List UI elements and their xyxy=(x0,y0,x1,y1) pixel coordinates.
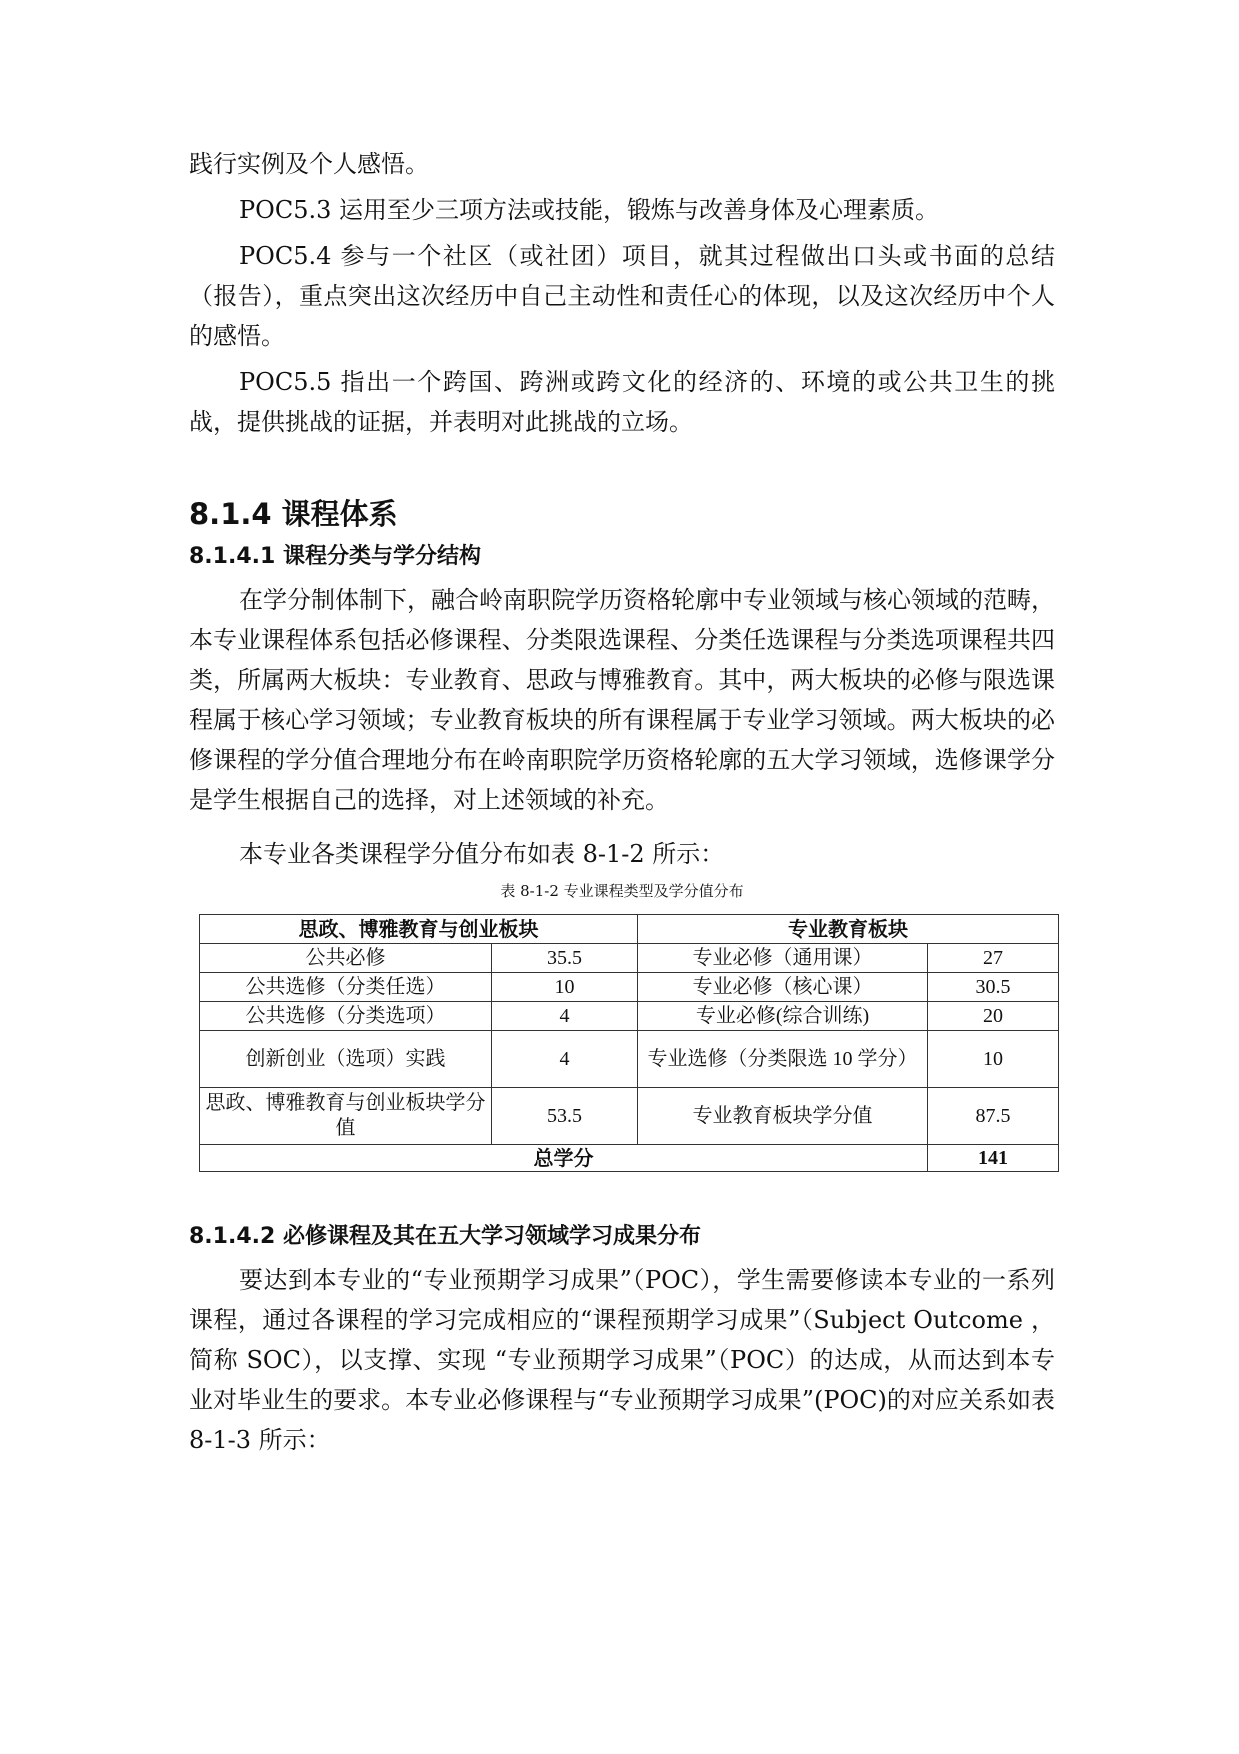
header-right-block: 专业教育板块 xyxy=(638,915,1059,944)
subsection-heading-8-1-4-2: 8.1.4.2 必修课程及其在五大学习领域学习成果分布 xyxy=(189,1224,701,1249)
credit-distribution-table xyxy=(199,914,1059,1172)
section-heading-8-1-4: 8.1.4 课程体系 xyxy=(189,497,398,531)
table-cell: 公共必修 xyxy=(200,944,492,973)
table-row xyxy=(200,1088,1059,1145)
table-row xyxy=(200,1031,1059,1088)
paragraph-poc5-5: POC5.5 指出一个跨国、跨洲或跨文化的经济的、环境的或公共卫生的挑战，提供挑战的证据，并表明对此挑战的立场。 xyxy=(189,368,1055,436)
header-left-block: 思政、博雅教育与创业板块 xyxy=(200,915,638,944)
table-header-row xyxy=(200,915,1059,944)
total-credits-value: 141 xyxy=(928,1145,1059,1172)
table-cell: 专业必修（核心课） xyxy=(638,973,928,1002)
table-cell: 思政、博雅教育与创业板块学分值 xyxy=(200,1088,492,1145)
paragraph-practice-examples: 践行实例及个人感悟。 xyxy=(189,150,429,178)
table-cell: 53.5 xyxy=(492,1088,638,1145)
table-cell: 专业必修（通用课） xyxy=(638,944,928,973)
table-cell: 公共选修（分类选项） xyxy=(200,1002,492,1031)
subsection-heading-8-1-4-1: 8.1.4.1 课程分类与学分结构 xyxy=(189,544,481,569)
table-cell: 专业选修（分类限选 10 学分） xyxy=(638,1031,928,1088)
table-cell: 87.5 xyxy=(928,1088,1059,1145)
table-row xyxy=(200,944,1059,973)
paragraph-poc5-3: POC5.3 运用至少三项方法或技能，锻炼与改善身体及心理素质。 xyxy=(239,196,939,224)
table-row xyxy=(200,1002,1059,1031)
table-cell: 专业教育板块学分值 xyxy=(638,1088,928,1145)
paragraph-poc5-4: POC5.4 参与一个社区（或社团）项目，就其过程做出口头或书面的总结（报告），重点突出这次经历中自己主动性和责任心的体现，以及这次经历中个人的感悟。 xyxy=(189,242,1055,350)
paragraph-course-system: 在学分制体制下，融合岭南职院学历资格轮廓中专业领域与核心领域的范畴，本专业课程体系包括必修课程、分类限选课程、分类任选课程与分类选项课程共四类，所属两大板块：专业教育、思政与博雅教育。其中，两大板块的必修与限选课程属于核心学习领域；专业教育板块的所有课程属于专业学习领域。两大板块的必修课程的学分值合理地分布在岭南职院学历资格轮廓的五大学习领域，选修课学分是学生根据自己的选择，对上述领域的补充。 xyxy=(189,586,1055,814)
table-cell: 专业必修(综合训练) xyxy=(638,1002,928,1031)
table-cell: 35.5 xyxy=(492,944,638,973)
paragraph-required-courses-poc: 要达到本专业的“专业预期学习成果”（POC），学生需要修读本专业的一系列课程，通过各课程的学习完成相应的“课程预期学习成果”（Subject Outcome ，简称 SOC），以支撑、实现 “专业预期学习成果”（POC）的达成，从而达到本专业对毕业生的要求。本专业必修课程与“专业预期学习成果”(POC)的对应关系如表 8-1-3 所示： xyxy=(189,1266,1055,1454)
table-total-row xyxy=(200,1145,1059,1172)
total-credits-label: 总学分 xyxy=(200,1145,928,1172)
table-cell: 30.5 xyxy=(928,973,1059,1002)
table-cell: 10 xyxy=(928,1031,1059,1088)
table-cell: 20 xyxy=(928,1002,1059,1031)
table-caption: 表 8-1-2 专业课程类型及学分值分布 xyxy=(500,882,744,900)
table-cell: 创新创业（选项）实践 xyxy=(200,1031,492,1088)
table-row xyxy=(200,973,1059,1002)
table-cell: 10 xyxy=(492,973,638,1002)
paragraph-table-ref: 本专业各类课程学分值分布如表 8-1-2 所示： xyxy=(239,840,725,868)
table-cell: 公共选修（分类任选） xyxy=(200,973,492,1002)
table-cell: 27 xyxy=(928,944,1059,973)
table-cell: 4 xyxy=(492,1031,638,1088)
table-cell: 4 xyxy=(492,1002,638,1031)
